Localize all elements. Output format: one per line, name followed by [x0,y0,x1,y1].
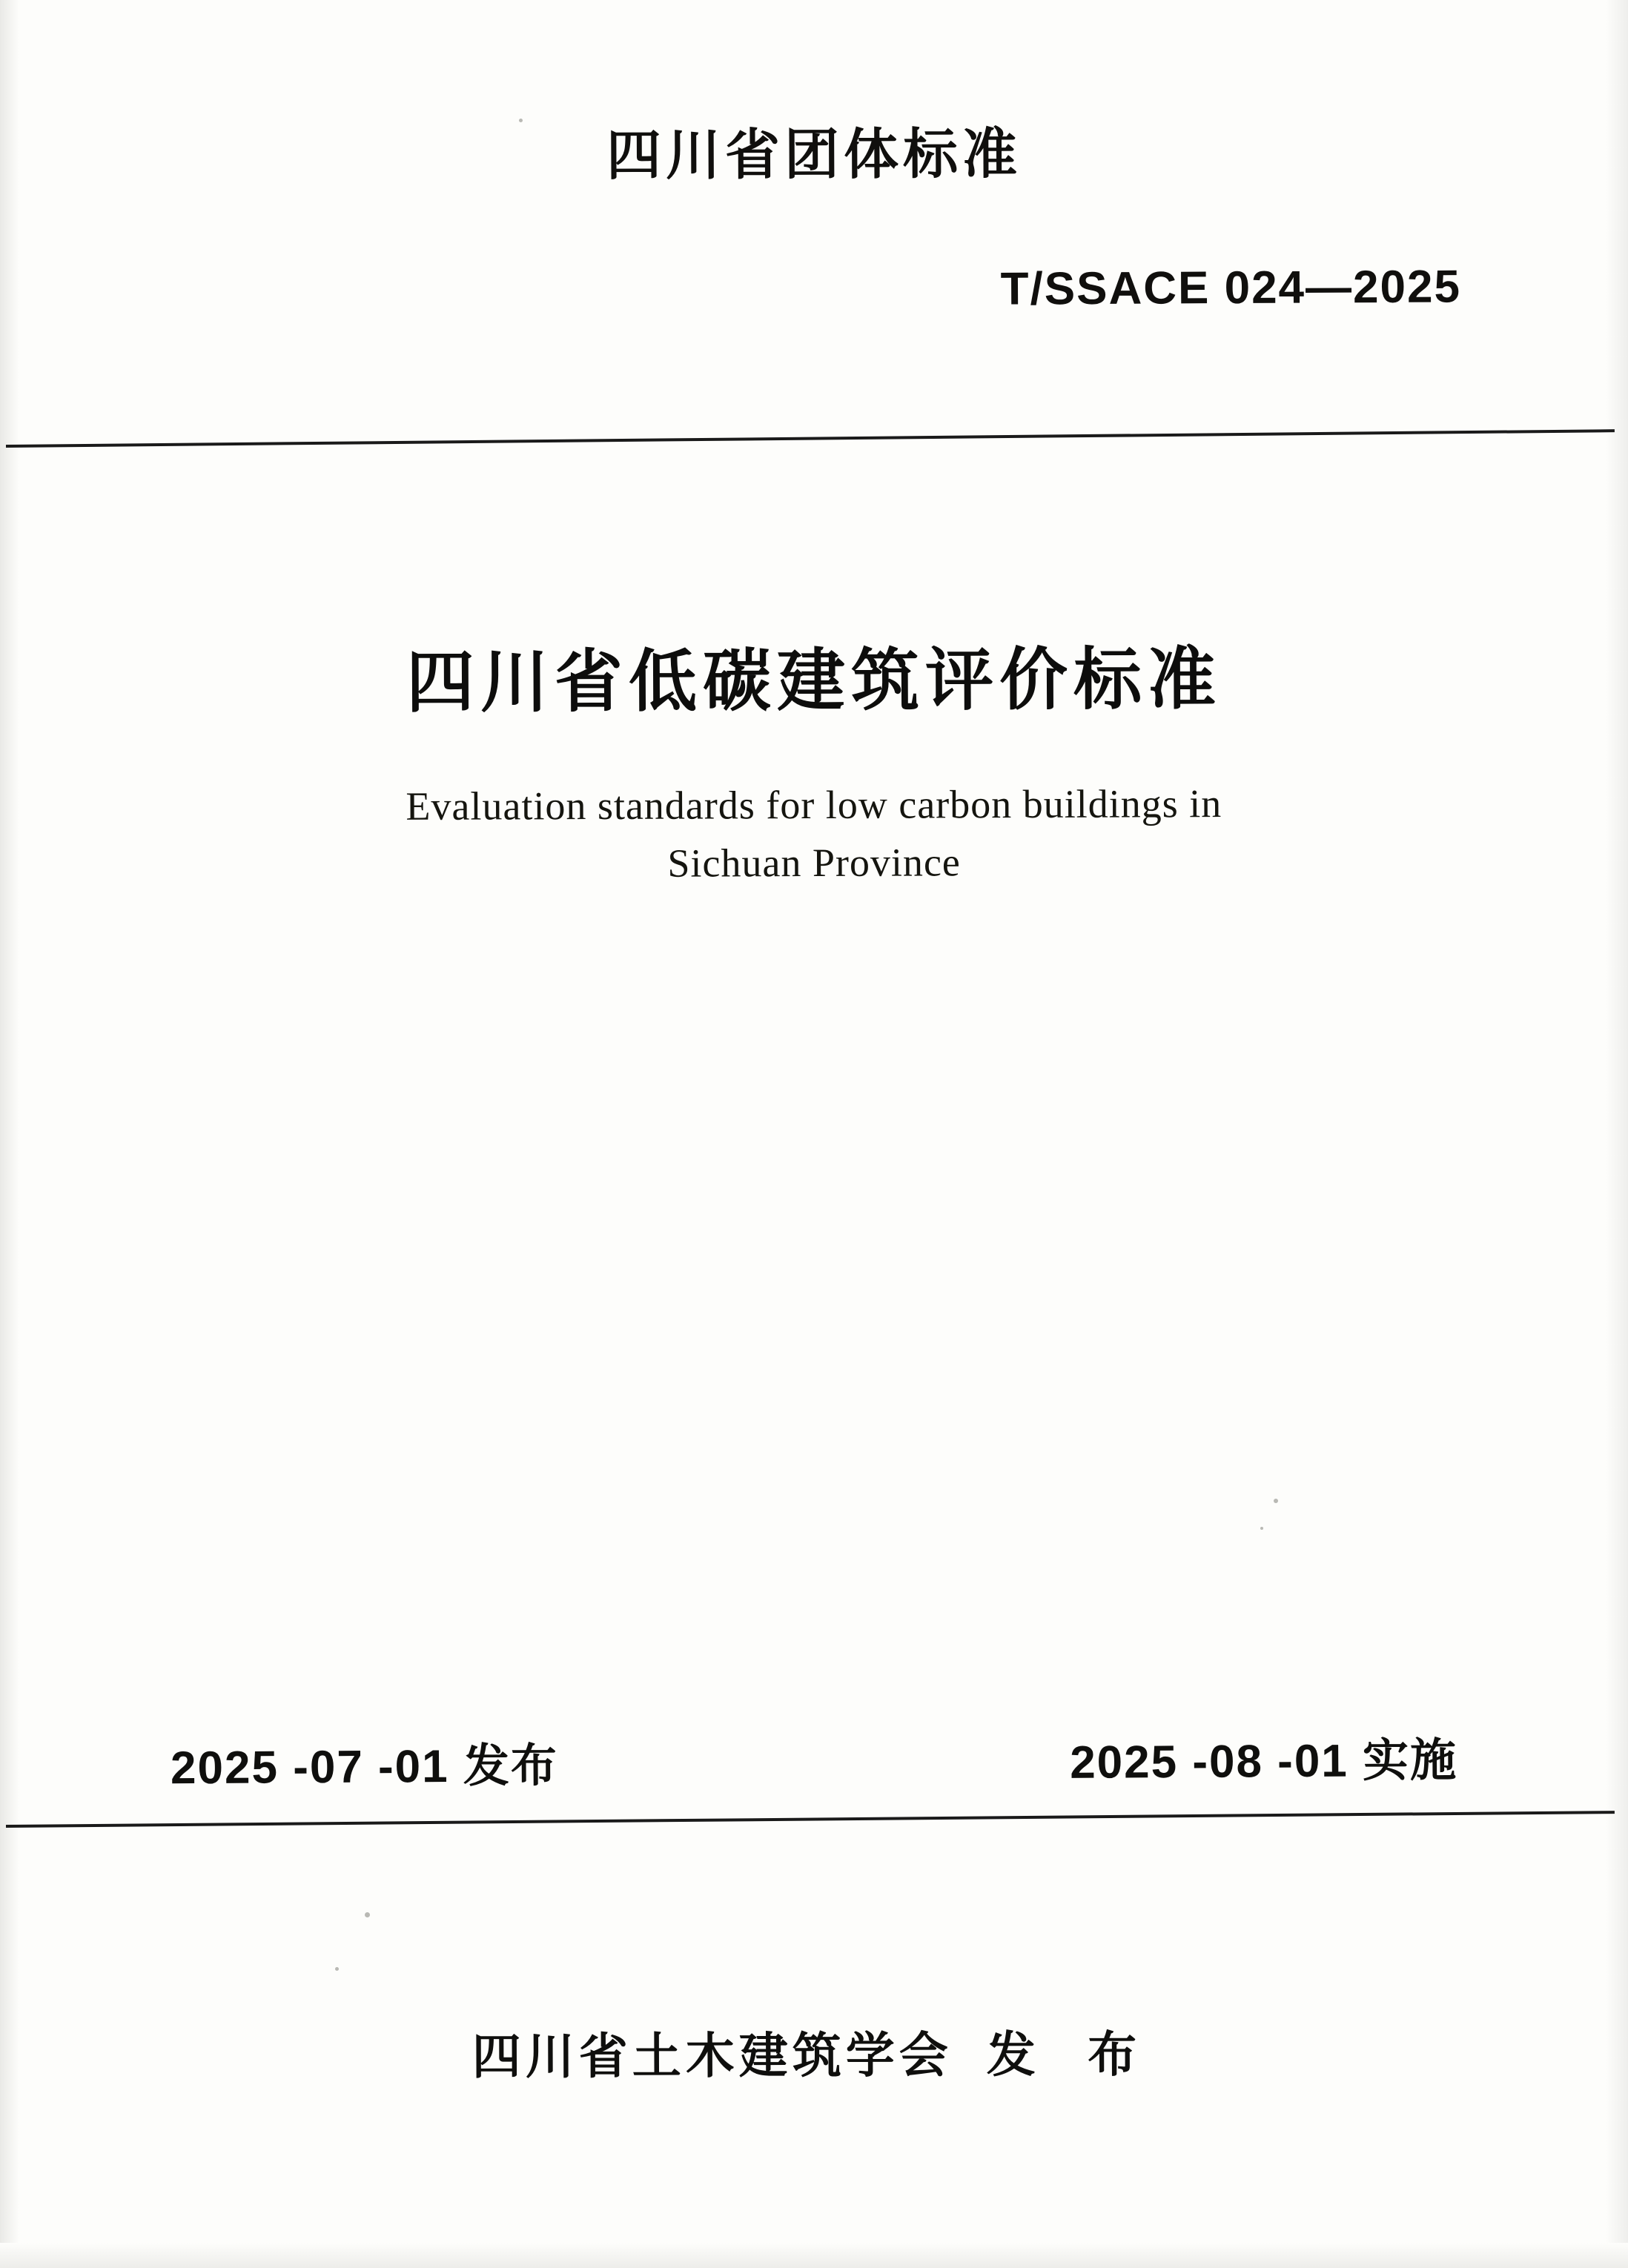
publisher-verb: 发 布 [986,2026,1157,2083]
publisher-name: 四川省土木建筑学会 [471,2027,953,2084]
scan-speck [519,119,523,122]
title-english-line-1: Evaluation standards for low carbon buildings in [406,781,1222,829]
footer-divider-rule [6,1811,1615,1828]
standard-kind-heading: 四川省团体标准 [606,122,1022,187]
page-title: 四川省低碳建筑评价标准 [406,641,1222,721]
header-block [0,111,1628,316]
scan-edge-bottom [0,2243,1628,2268]
dates-row [0,1722,1628,1797]
page-title-english [0,773,1628,895]
scan-edge-right [1606,0,1628,2268]
standard-code: T/SSACE 024—2025 [1000,261,1462,315]
effective-date: 2025 -08 -01 实施 [1069,1734,1458,1788]
scan-edge-left [0,0,19,2268]
publisher-line [0,2013,1628,2089]
scan-speck [335,1967,339,1971]
scan-speck [1260,1527,1263,1530]
title-block [0,626,1628,892]
scan-speck [1274,1499,1278,1503]
title-english-line-2: Sichuan Province [667,840,961,886]
scan-speck [365,1912,370,1917]
header-divider-rule [6,429,1615,448]
issue-date: 2025 -07 -01 发布 [170,1740,559,1794]
